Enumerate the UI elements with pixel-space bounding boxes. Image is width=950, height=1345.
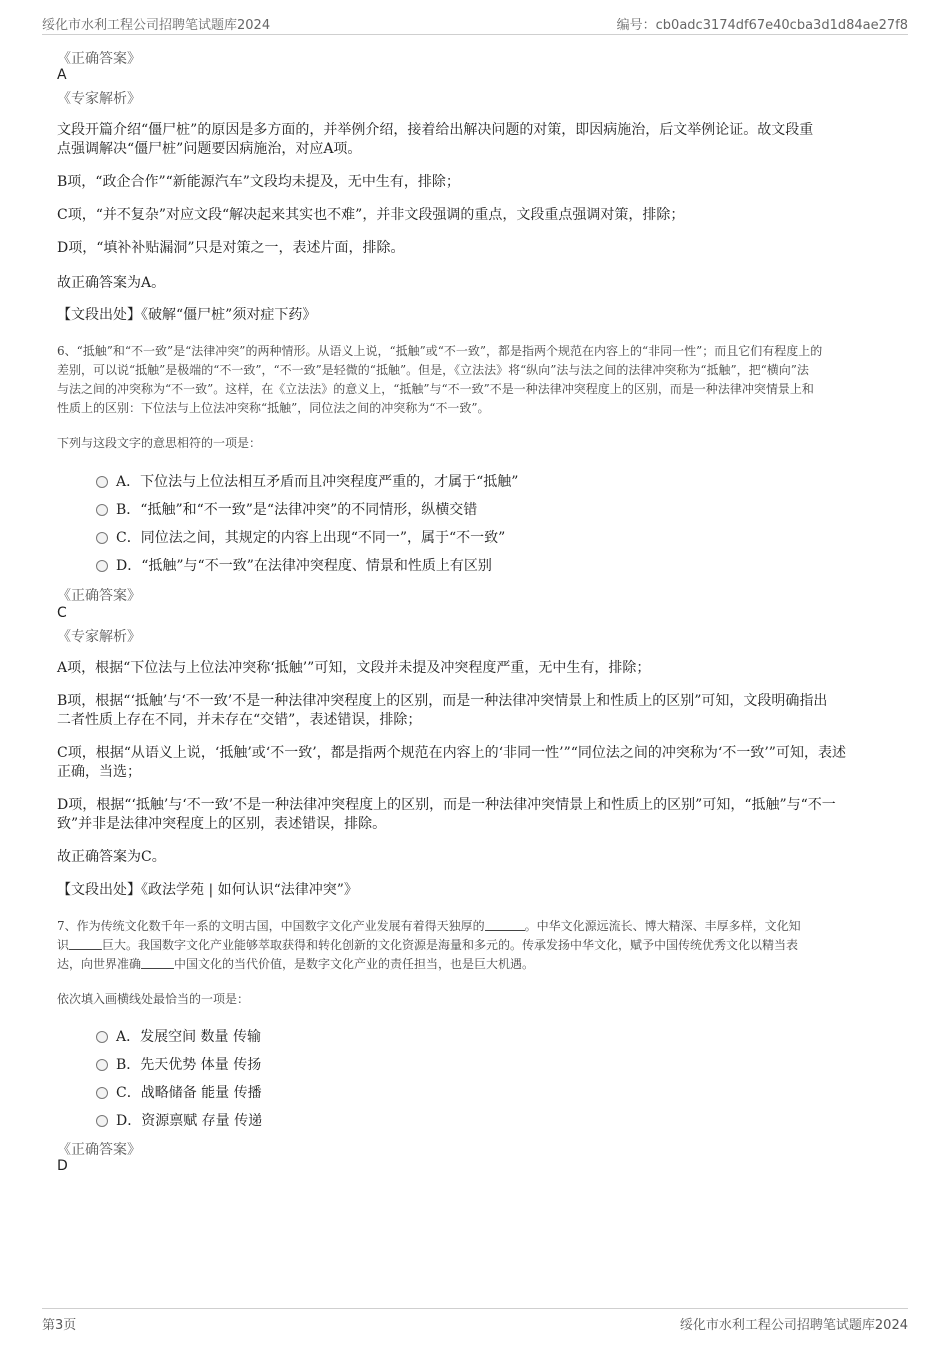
analysis-conclusion: 故正确答案为C。 [57,849,166,865]
radio-icon[interactable] [96,1115,108,1127]
q7-passage-line [57,936,895,955]
q7-text: 识 [57,938,70,952]
q6-passage-line: 与法之间的冲突称为“不一致”。这样，在《立法法》的意义上，“抵触”与“不一致”不是一种法律冲突程度上的区别，而是一种法律冲突情景上和 [57,382,814,396]
q7-passage-line [57,917,895,936]
analysis-option-d: D项，根据“‘抵触’与‘不一致’不是一种法律冲突程度上的区别，而是一种法律冲突情景上和性质上的区别”可知，“抵触”与“不一 [57,797,836,813]
option-label: D．“抵触”与“不一致”在法律冲突程度、情景和性质上有区别 [116,558,492,574]
page-header [42,14,908,35]
q7-option-a[interactable] [96,1026,261,1046]
analysis-option-b-cont: 二者性质上存在不同，并未存在“交错”，表述错误，排除； [57,712,422,728]
q7-text: 达，向世界准确 [57,957,142,971]
q6-option-a[interactable] [96,471,518,491]
answer-label: 《正确答案》 [57,588,141,604]
page-footer [42,1308,908,1333]
analysis-option-b: B项，根据“‘抵触’与‘不一致’不是一种法律冲突程度上的区别，而是一种法律冲突情景上和性质上的区别”可知，文段明确指出 [57,693,828,709]
q6-passage-line: 差别，可以说“抵触”是极端的“不一致”，“不一致”是轻微的“抵触”。但是，《立法法》将“纵向”法与法之间的法律冲突称为“抵触”，把“横向”法 [57,363,809,377]
q6-option-b[interactable] [96,499,477,519]
radio-icon[interactable] [96,1031,108,1043]
q6-passage-line: 6、“抵触”和“不一致”是“法律冲突”的两种情形。从语义上说，“抵触”或“不一致”，都是指两个规范在内容上的“非同一性”；而且它们有程度上的 [57,344,823,358]
q6-option-c[interactable] [96,527,505,547]
q7-text: 巨大。我国数字文化产业能够萃取获得和转化创新的文化资源是海量和多元的。传承发扬中华文化，赋予中国传统优秀文化以精当表 [102,938,799,952]
option-label: A．下位法与上位法相互矛盾而且冲突程度严重的，才属于“抵触” [116,474,519,490]
fill-blank [485,919,525,931]
analysis-option-d: D项，“填补补贴漏洞”只是对策之一，表述片面，排除。 [57,240,405,256]
q7-option-d[interactable] [96,1110,262,1130]
analysis-label: 《专家解析》 [57,629,141,645]
answer-value: D [57,1158,68,1174]
analysis-option-c: C项，“并不复杂”对应文段“解决起来其实也不难”，并非文段强调的重点，文段重点强调对策，排除； [57,207,685,223]
q7-text: 7、作为传统文化数千年一系的文明古国，中国数字文化产业发展有着得天独厚的 [57,919,485,933]
analysis-option-c: C项，根据“从语义上说，‘抵触’或‘不一致’，都是指两个规范在内容上的‘非同一性’”“同位法之间的冲突称为‘不一致’”可知，表述 [57,745,846,761]
radio-icon[interactable] [96,1059,108,1071]
radio-icon[interactable] [96,504,108,516]
analysis-option-a: A项，根据“下位法与上位法冲突称‘抵触’”可知，文段并未提及冲突程度严重，无中生有，排除； [57,660,651,676]
analysis-option-c-cont: 正确，当选； [57,764,141,780]
fill-blank [141,957,174,969]
analysis-option-d-cont: 致”并非是法律冲突程度上的区别，表述错误，排除。 [57,816,387,832]
analysis-paragraph-cont: 点强调解决“僵尸桩”问题要因病施治，对应A项。 [57,141,362,157]
option-label: C．战略储备 能量 传播 [116,1085,262,1101]
q7-text: 中国文化的当代价值，是数字文化产业的责任担当，也是巨大机遇。 [174,957,535,971]
footer-title: 绥化市水利工程公司招聘笔试题库2024 [679,1318,908,1333]
radio-icon[interactable] [96,1087,108,1099]
q7-option-b[interactable] [96,1054,261,1074]
answer-label: 《正确答案》 [57,1142,141,1158]
option-label: C．同位法之间，其规定的内容上出现“不同一”，属于“不一致” [116,530,506,546]
analysis-option-b: B项，“政企合作”“新能源汽车”文段均未提及，无中生有，排除； [57,174,460,190]
option-label: D．资源禀赋 存量 传递 [116,1113,263,1129]
analysis-conclusion: 故正确答案为A。 [57,275,166,291]
header-doc-id: 编号：cb0adc3174df67e40cba3d1d84ae27f8 [616,18,908,33]
page-number: 第3页 [42,1318,77,1333]
fill-blank [69,938,102,950]
answer-value: A [57,67,67,83]
radio-icon[interactable] [96,476,108,488]
option-label: A．发展空间 数量 传输 [116,1029,262,1045]
q7-passage-line [57,955,895,974]
option-label: B．“抵触”和“不一致”是“法律冲突”的不同情形，纵横交错 [116,502,478,518]
radio-icon[interactable] [96,532,108,544]
q6-passage-line: 性质上的区别：下位法与上位法冲突称“抵触”，同位法之间的冲突称为“不一致”。 [57,401,490,415]
analysis-paragraph: 文段开篇介绍“僵尸桩”的原因是多方面的，并举例介绍，接着给出解决问题的对策，即因病施治，后文举例论证。故文段重 [57,122,814,138]
header-title: 绥化市水利工程公司招聘笔试题库2024 [42,18,271,33]
q7-option-c[interactable] [96,1082,262,1102]
q6-option-d[interactable] [96,555,492,575]
q7-text: 。中华文化源远流长、博大精深、丰厚多样，文化知 [524,919,801,933]
answer-value: C [57,605,67,621]
radio-icon[interactable] [96,560,108,572]
option-label: B．先天优势 体量 传扬 [116,1057,262,1073]
source-citation: 【文段出处】《破解“僵尸桩”须对症下药》 [57,307,317,323]
q7-prompt: 依次填入画横线处最恰当的一项是： [57,992,250,1006]
source-citation: 【文段出处】《政法学苑 | 如何认识“法律冲突”》 [57,882,358,898]
q6-prompt: 下列与这段文字的意思相符的一项是： [57,436,262,450]
answer-label: 《正确答案》 [57,51,141,67]
analysis-label: 《专家解析》 [57,91,141,107]
